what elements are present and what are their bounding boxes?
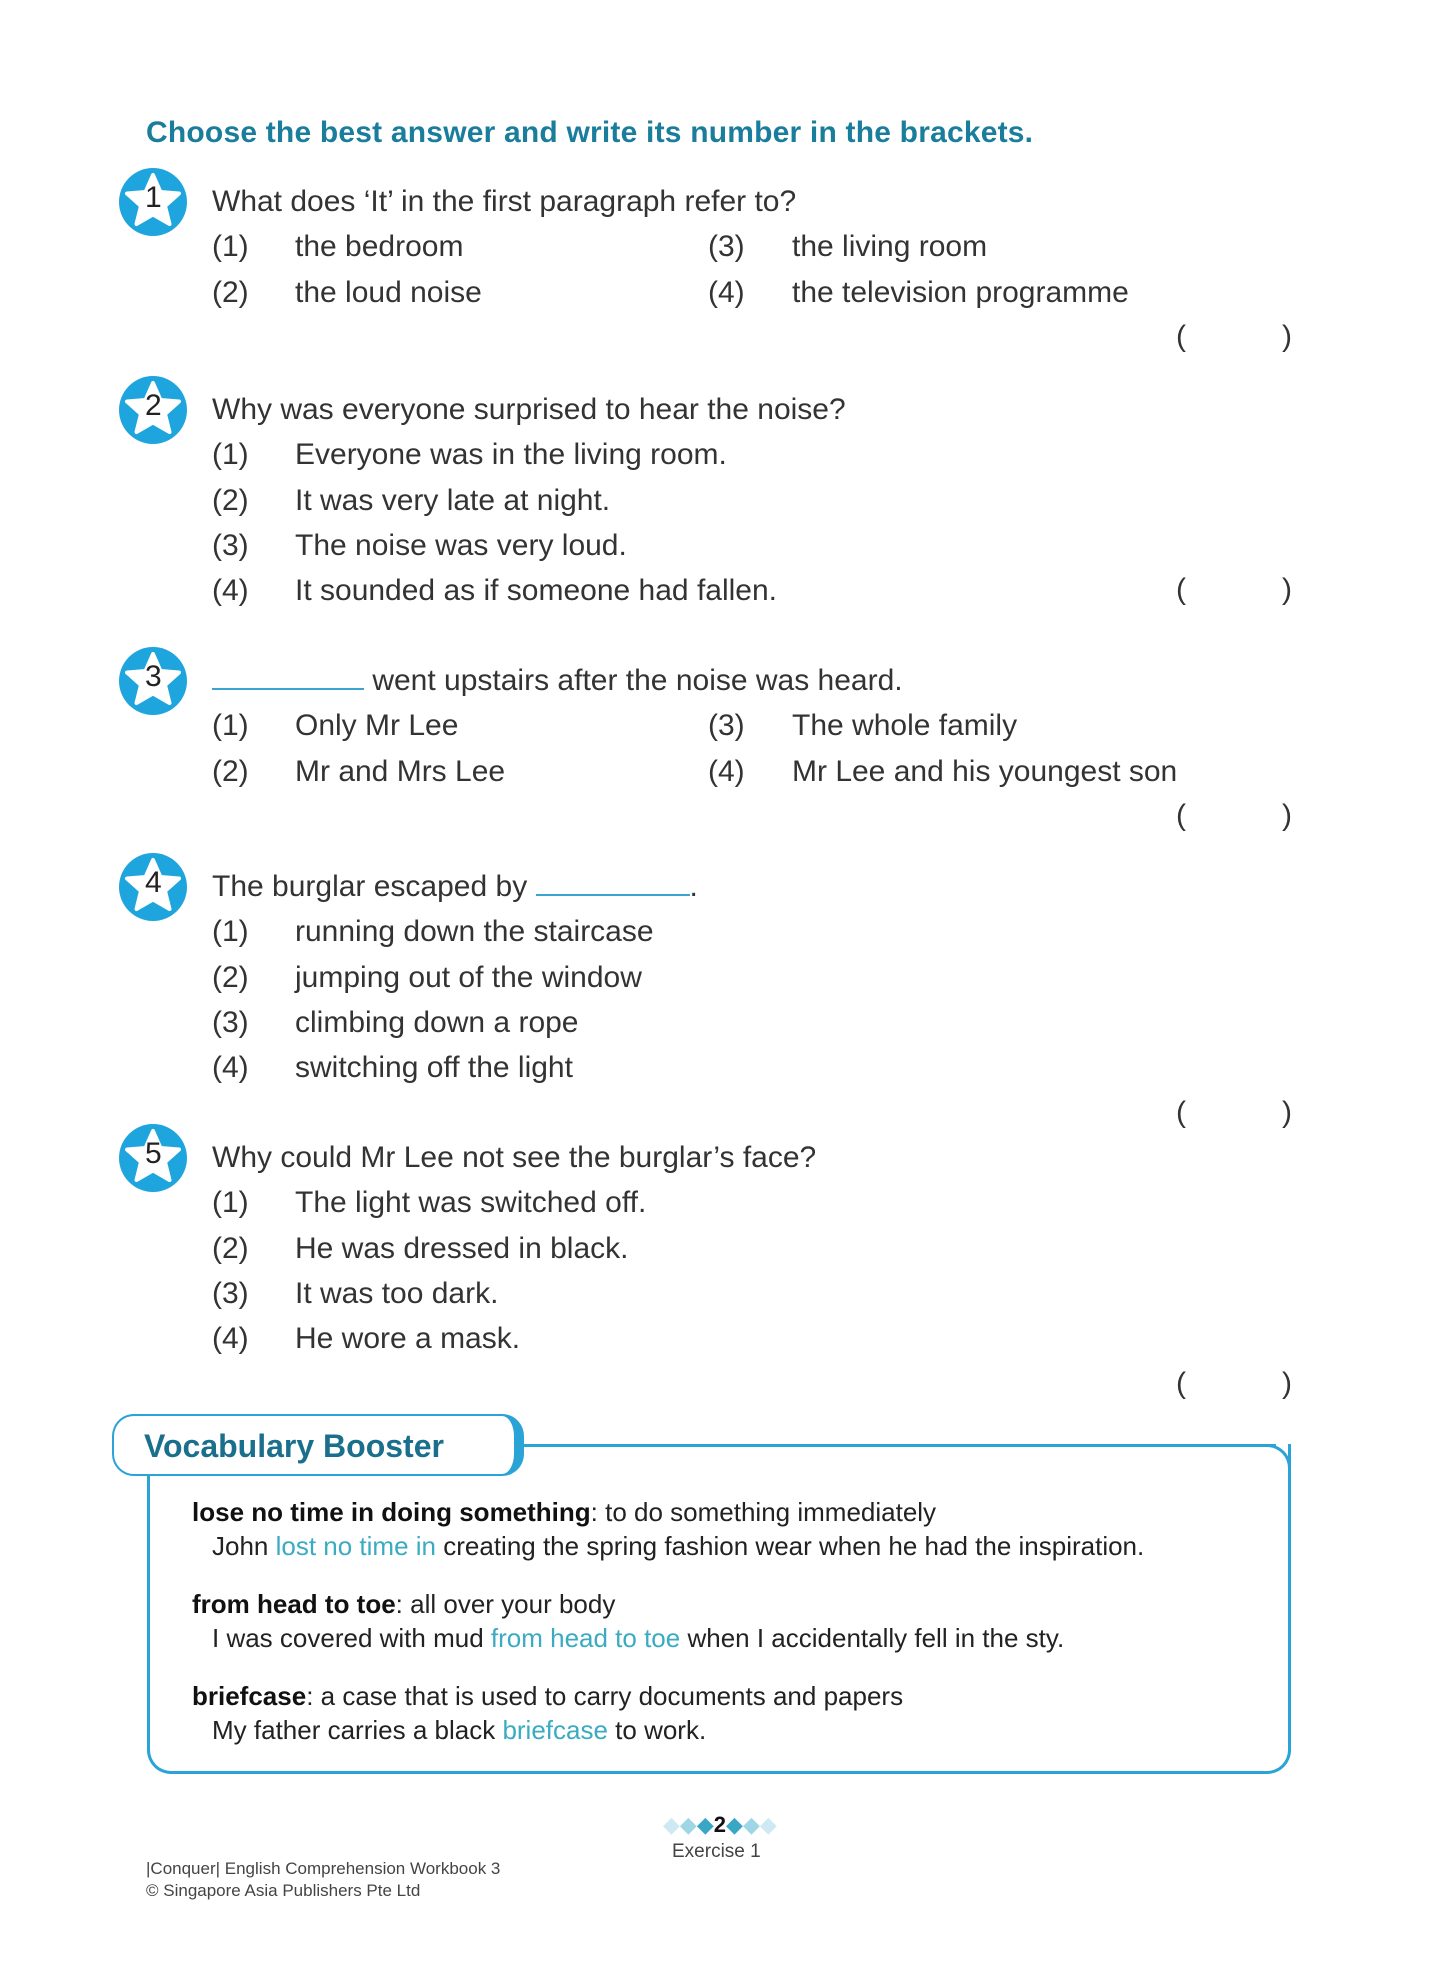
option-text: switching off the light	[295, 1051, 573, 1085]
bracket-close: )	[1282, 319, 1292, 353]
bracket-close: )	[1282, 1366, 1292, 1400]
option-number: (3)	[708, 709, 745, 743]
bracket-open: (	[1176, 319, 1186, 353]
question-text-part: Why could Mr Lee not see the burglar’s face?	[212, 1141, 817, 1174]
vocabulary-term: from head to toe	[192, 1589, 396, 1619]
question-number-star-icon	[118, 167, 188, 237]
option-number: (3)	[212, 1005, 249, 1039]
option-number: (1)	[212, 230, 249, 264]
question-text-part: Why was everyone surprised to hear the noise?	[212, 393, 846, 426]
option-number: (3)	[212, 1276, 249, 1310]
example-text: when I accidentally fell in the sty.	[680, 1623, 1065, 1653]
question-text-part: went upstairs after the noise was heard.	[364, 664, 903, 697]
question-text	[212, 1140, 816, 1176]
option-number: (1)	[212, 915, 249, 949]
option-text: Only Mr Lee	[295, 709, 459, 743]
question-text-part: .	[689, 870, 698, 903]
definition-text: : a case that is used to carry documents and papers	[306, 1681, 904, 1711]
diamond-icon: ◆	[663, 1812, 680, 1837]
question-text	[212, 869, 698, 905]
bracket-close: )	[1282, 1095, 1292, 1129]
vocabulary-header-line	[524, 1444, 1276, 1447]
option-number: (2)	[212, 483, 249, 517]
question-number: 4	[145, 866, 162, 899]
option-text: It was very late at night.	[295, 483, 611, 517]
vocabulary-term: briefcase	[192, 1681, 307, 1711]
vocabulary-definition	[192, 1497, 936, 1528]
question-text	[212, 184, 796, 220]
example-text: John	[212, 1531, 276, 1561]
copyright: © Singapore Asia Publishers Pte Ltd	[146, 1881, 421, 1900]
bracket-open: (	[1176, 1095, 1186, 1129]
question-text-part: The burglar escaped by	[212, 870, 536, 903]
option-number: (4)	[708, 275, 745, 309]
bracket-close: )	[1282, 798, 1292, 832]
example-text: I was covered with mud	[212, 1623, 491, 1653]
option-number: (1)	[212, 1186, 249, 1220]
answer-blank	[212, 666, 364, 690]
diamond-icon: ◆	[742, 1812, 760, 1837]
option-text: climbing down a rope	[295, 1005, 579, 1039]
example-highlight: from head to toe	[490, 1623, 681, 1653]
definition-text: : to do something immediately	[590, 1497, 937, 1527]
option-number: (3)	[708, 230, 745, 264]
example-highlight: briefcase	[502, 1715, 608, 1745]
vocabulary-example	[212, 1531, 1144, 1562]
option-text: the loud noise	[295, 275, 482, 309]
option-number: (4)	[212, 1051, 249, 1085]
diamond-icon: ◆	[759, 1812, 777, 1837]
question-number: 5	[145, 1137, 162, 1170]
option-text: It sounded as if someone had fallen.	[295, 574, 777, 608]
vocabulary-example	[212, 1715, 706, 1746]
option-text: the bedroom	[295, 230, 464, 264]
page-number-row	[663, 1812, 777, 1838]
example-text: to work.	[607, 1715, 707, 1745]
question-text	[212, 392, 846, 428]
vocabulary-tab	[112, 1414, 524, 1476]
option-text: He was dressed in black.	[295, 1231, 629, 1265]
option-text: running down the staircase	[295, 915, 654, 949]
option-number: (3)	[212, 528, 249, 562]
option-number: (4)	[212, 1322, 249, 1356]
vocabulary-title: Vocabulary Booster	[144, 1428, 444, 1464]
option-text: the living room	[792, 230, 988, 264]
question-number-star-icon	[118, 646, 188, 716]
option-text: Everyone was in the living room.	[295, 438, 727, 472]
bracket-close: )	[1282, 573, 1292, 607]
answer-blank	[536, 872, 690, 896]
option-text: Mr and Mrs Lee	[295, 754, 506, 788]
option-text: He wore a mask.	[295, 1322, 521, 1356]
question-number-star-icon	[118, 1123, 188, 1193]
instruction-heading: Choose the best answer and write its number in the brackets.	[146, 116, 1034, 149]
bracket-open: (	[1176, 1366, 1186, 1400]
option-number: (2)	[212, 275, 249, 309]
vocabulary-definition	[192, 1681, 903, 1712]
book-title: |Conquer| English Comprehension Workbook 3	[146, 1859, 501, 1878]
vocabulary-term: lose no time in doing something	[192, 1497, 591, 1527]
question-number: 1	[145, 181, 162, 214]
question-number: 2	[145, 389, 162, 422]
option-text: It was too dark.	[295, 1276, 499, 1310]
option-text: Mr Lee and his youngest son	[792, 754, 1178, 788]
example-text: My father carries a black	[212, 1715, 503, 1745]
page-number: 2	[713, 1812, 727, 1837]
option-number: (2)	[212, 1231, 249, 1265]
example-highlight: lost no time in	[275, 1531, 437, 1561]
vocabulary-definition	[192, 1589, 615, 1620]
option-number: (1)	[212, 709, 249, 743]
question-text	[212, 663, 903, 699]
option-number: (4)	[708, 754, 745, 788]
option-text: The noise was very loud.	[295, 528, 627, 562]
option-number: (2)	[212, 960, 249, 994]
option-number: (4)	[212, 574, 249, 608]
diamond-icon: ◆	[726, 1812, 743, 1837]
option-text: The light was switched off.	[295, 1186, 647, 1220]
diamond-icon: ◆	[679, 1812, 697, 1837]
question-number-star-icon	[118, 375, 188, 445]
diamond-icon: ◆	[696, 1812, 714, 1837]
option-text: The whole family	[792, 709, 1018, 743]
bracket-open: (	[1176, 573, 1186, 607]
option-number: (1)	[212, 438, 249, 472]
question-text-part: What does ‘It’ in the first paragraph refer to?	[212, 185, 797, 218]
option-text: the television programme	[792, 275, 1129, 309]
question-number-star-icon	[118, 852, 188, 922]
vocabulary-example	[212, 1623, 1064, 1654]
option-number: (2)	[212, 754, 249, 788]
bracket-open: (	[1176, 798, 1186, 832]
question-number: 3	[145, 660, 162, 693]
definition-text: : all over your body	[395, 1589, 616, 1619]
example-text: creating the spring fashion wear when he had the inspiration.	[436, 1531, 1145, 1561]
exercise-label: Exercise 1	[672, 1841, 761, 1862]
option-text: jumping out of the window	[295, 960, 642, 994]
